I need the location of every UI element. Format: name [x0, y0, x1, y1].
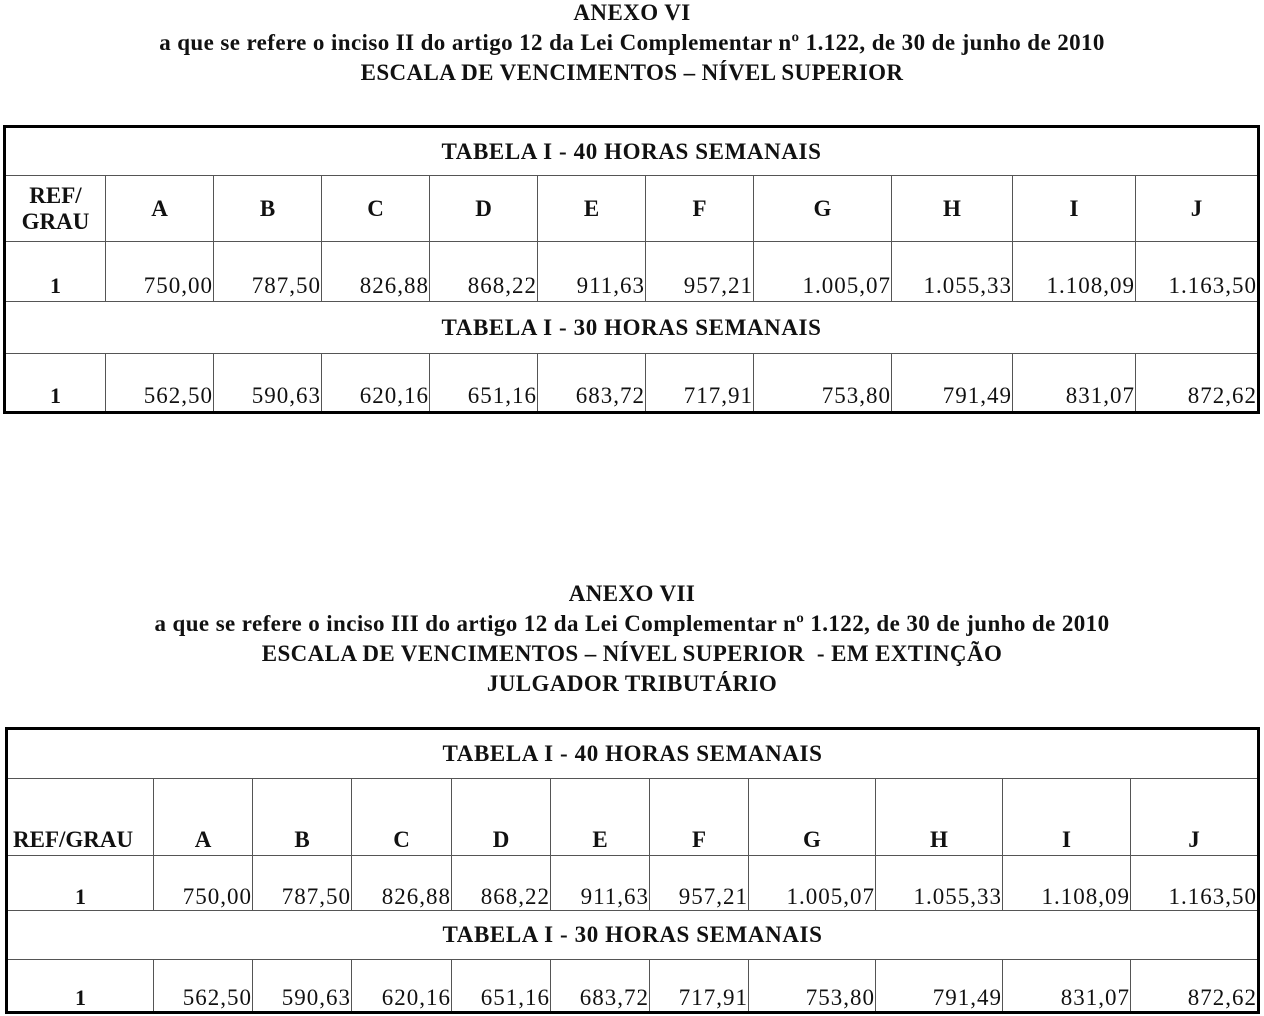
column-header-d: D [452, 779, 551, 856]
value-cell: 683,72 [551, 960, 650, 1013]
column-header-f: F [646, 176, 754, 242]
annex-7-heading [0, 579, 1264, 699]
value-cell: 1.163,50 [1136, 242, 1259, 302]
table-header-row [7, 779, 1259, 856]
value-cell: 791,49 [892, 354, 1013, 413]
value-cell: 651,16 [452, 960, 551, 1013]
value-cell: 872,62 [1136, 354, 1259, 413]
table-title-40h: TABELA I - 40 HORAS SEMANAIS [7, 729, 1259, 779]
value-cell: 562,50 [106, 354, 214, 413]
value-cell: 868,22 [430, 242, 538, 302]
annex-7-scale: ESCALA DE VENCIMENTOS – NÍVEL SUPERIOR - EM EXTINÇÃO [261, 641, 1003, 666]
value-cell: 717,91 [646, 354, 754, 413]
value-cell: 562,50 [154, 960, 253, 1013]
column-header-b: B [214, 176, 322, 242]
value-cell: 791,49 [876, 960, 1003, 1013]
value-cell: 831,07 [1003, 960, 1131, 1013]
value-cell: 957,21 [646, 242, 754, 302]
value-cell: 1.163,50 [1131, 856, 1259, 911]
column-header-f: F [650, 779, 749, 856]
ref-cell: 1 [5, 242, 106, 302]
annex-6-heading [0, 0, 1264, 88]
annex-7-position: JULGADOR TRIBUTÁRIO [486, 671, 778, 696]
column-header-b: B [253, 779, 352, 856]
table-header-row [5, 176, 1259, 242]
table-row-30h [5, 354, 1259, 413]
column-header-g: G [749, 779, 876, 856]
ref-cell: 1 [7, 960, 154, 1013]
column-header-d: D [430, 176, 538, 242]
table-row-30h [7, 960, 1259, 1013]
table-row-40h [5, 242, 1259, 302]
value-cell: 868,22 [452, 856, 551, 911]
value-cell: 750,00 [154, 856, 253, 911]
value-cell: 826,88 [352, 856, 452, 911]
table-title-30h: TABELA I - 30 HORAS SEMANAIS [5, 302, 1259, 354]
value-cell: 1.005,07 [754, 242, 892, 302]
value-cell: 620,16 [352, 960, 452, 1013]
value-cell: 590,63 [253, 960, 352, 1013]
annex-6-scale: ESCALA DE VENCIMENTOS – NÍVEL SUPERIOR [360, 60, 904, 85]
annex-6-subtitle: a que se refere o inciso II do artigo 12 da Lei Complementar nº 1.122, de 30 de junho de 2010 [159, 30, 1105, 55]
value-cell: 753,80 [749, 960, 876, 1013]
value-cell: 683,72 [538, 354, 646, 413]
column-header-h: H [876, 779, 1003, 856]
value-cell: 590,63 [214, 354, 322, 413]
table-title-40h: TABELA I - 40 HORAS SEMANAIS [5, 127, 1259, 176]
column-header-h: H [892, 176, 1013, 242]
ref-cell: 1 [5, 354, 106, 413]
value-cell: 911,63 [551, 856, 650, 911]
column-header-c: C [352, 779, 452, 856]
column-header-j: J [1136, 176, 1259, 242]
value-cell: 957,21 [650, 856, 749, 911]
value-cell: 872,62 [1131, 960, 1259, 1013]
value-cell: 787,50 [253, 856, 352, 911]
annex-6-title: ANEXO VI [573, 0, 691, 25]
value-cell: 1.005,07 [749, 856, 876, 911]
value-cell: 1.055,33 [892, 242, 1013, 302]
ref-grau-header: REF/GRAU [7, 779, 154, 856]
value-cell: 1.108,09 [1003, 856, 1131, 911]
column-header-g: G [754, 176, 892, 242]
annex-7-subtitle: a que se refere o inciso III do artigo 12 da Lei Complementar nº 1.122, de 30 de junho de 2010 [154, 611, 1110, 636]
value-cell: 753,80 [754, 354, 892, 413]
value-cell: 787,50 [214, 242, 322, 302]
column-header-i: I [1003, 779, 1131, 856]
ref-cell: 1 [7, 856, 154, 911]
annex-7-salary-table [5, 727, 1260, 1014]
value-cell: 831,07 [1013, 354, 1136, 413]
value-cell: 911,63 [538, 242, 646, 302]
value-cell: 651,16 [430, 354, 538, 413]
column-header-i: I [1013, 176, 1136, 242]
annex-6-salary-table [3, 125, 1260, 414]
column-header-a: A [106, 176, 214, 242]
column-header-j: J [1131, 779, 1259, 856]
column-header-a: A [154, 779, 253, 856]
ref-grau-header: REF/ GRAU [5, 176, 106, 242]
column-header-e: E [538, 176, 646, 242]
value-cell: 750,00 [106, 242, 214, 302]
value-cell: 620,16 [322, 354, 430, 413]
value-cell: 1.108,09 [1013, 242, 1136, 302]
column-header-c: C [322, 176, 430, 242]
table-title-30h: TABELA I - 30 HORAS SEMANAIS [7, 911, 1259, 960]
value-cell: 717,91 [650, 960, 749, 1013]
value-cell: 826,88 [322, 242, 430, 302]
value-cell: 1.055,33 [876, 856, 1003, 911]
column-header-e: E [551, 779, 650, 856]
table-row-40h [7, 856, 1259, 911]
annex-7-title: ANEXO VII [568, 581, 696, 606]
